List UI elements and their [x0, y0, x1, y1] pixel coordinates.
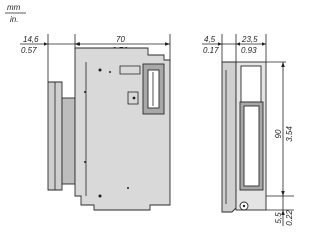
bottom-mm: 5,5	[274, 212, 283, 224]
side-view-module	[222, 62, 266, 212]
unit-inch: in.	[10, 15, 19, 24]
depth-mm: 23,5	[242, 35, 258, 44]
unit-mm: mm	[7, 3, 21, 12]
left-depth-mm: 14,6	[23, 35, 39, 44]
side-clip	[222, 62, 236, 212]
bottom-in: 0.22	[285, 210, 294, 226]
left-depth-in: 0.57	[21, 46, 37, 55]
rail-housing	[62, 98, 75, 184]
height-in: 3.54	[285, 126, 294, 142]
connector-slot	[148, 70, 159, 108]
width-mm: 70	[116, 35, 125, 44]
height-mm: 90	[274, 129, 283, 139]
offset-mm: 4,5	[204, 35, 216, 44]
depth-in: 0.93	[241, 46, 257, 55]
side-connector-slot	[244, 106, 259, 186]
front-view-module	[48, 48, 170, 210]
units-legend	[5, 3, 26, 24]
offset-in: 0.17	[203, 46, 219, 55]
side-top-panel	[241, 66, 261, 102]
